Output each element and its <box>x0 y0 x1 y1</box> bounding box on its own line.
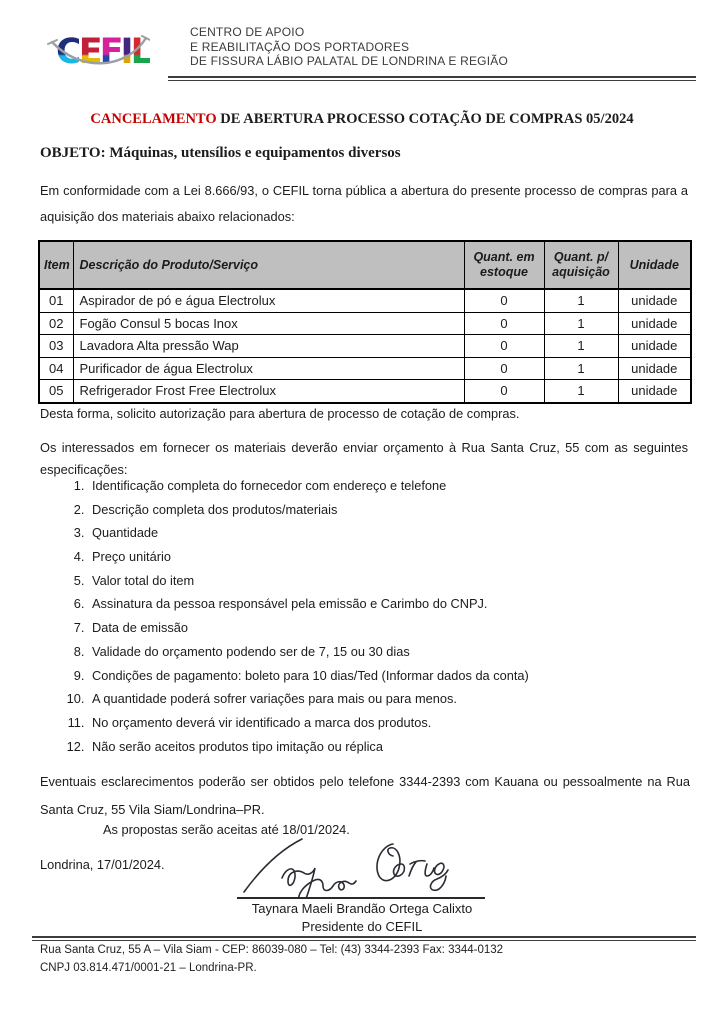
logo-letter: C <box>56 32 79 72</box>
spec-item: 9. Condições de pagamento: boleto para 10 dias/Ted (Informar dados da conta) <box>88 668 670 684</box>
table-cell: 01 <box>39 289 73 312</box>
table-cell: 0 <box>464 357 544 380</box>
spec-item: 12. Não serão aceitos produtos tipo imitação ou réplica <box>88 739 670 755</box>
deadline-line: As propostas serão aceitas até 18/01/2024. <box>103 822 350 837</box>
table-cell: unidade <box>618 335 691 358</box>
table-cell: 0 <box>464 335 544 358</box>
table-cell: Refrigerador Frost Free Electrolux <box>73 380 464 403</box>
spec-item: 10. A quantidade poderá sofrer variações para mais ou para menos. <box>88 691 670 707</box>
intro-paragraph: Em conformidade com a Lei 8.666/93, o CEFIL torna pública a abertura do presente processo de compras para a aquisição dos materiais abaixo relacionados: <box>40 183 688 224</box>
spec-item: 3. Quantidade <box>88 525 670 541</box>
title-highlight: CANCELAMENTO <box>90 111 217 127</box>
table-cell: unidade <box>618 312 691 335</box>
specs-intro-paragraph: Os interessados em fornecer os materiais deverão enviar orçamento à Rua Santa Cruz, 55 com as seguintes especificações: <box>40 440 688 477</box>
spec-item: 2. Descrição completa dos produtos/materiais <box>88 502 670 518</box>
table-cell: 0 <box>464 289 544 312</box>
table-row <box>39 357 691 380</box>
footer-address-line: Rua Santa Cruz, 55 A – Vila Siam - CEP: 86039-080 – Tel: (43) 3344-2393 Fax: 3344-0132 <box>40 944 504 956</box>
table-cell: 04 <box>39 357 73 380</box>
contact-paragraph: Eventuais esclarecimentos poderão ser obtidos pelo telefone 3344-2393 com Kauana ou pessoalmente na Rua Santa Cruz, 55 Vila Siam/Londrina–PR. <box>40 774 690 817</box>
logo-letter: E <box>78 32 100 72</box>
cefil-logo <box>52 26 150 80</box>
spec-item: 1. Identificação completa do fornecedor com endereço e telefone <box>88 478 670 494</box>
logo-letter: L <box>130 32 150 72</box>
org-line: E REABILITAÇÃO DOS PORTADORES <box>190 39 410 54</box>
title-rest: DE ABERTURA PROCESSO COTAÇÃO DE COMPRAS 05/2024 <box>216 111 634 127</box>
logo-letter: I <box>120 32 131 72</box>
table-header-row <box>39 241 691 289</box>
spec-item: 6. Assinatura da pessoa responsável pela emissão e Carimbo do CNPJ. <box>88 596 670 612</box>
table-cell: 03 <box>39 335 73 358</box>
table-header-cell: Quant. p/ aquisição <box>544 241 618 289</box>
table-cell: unidade <box>618 289 691 312</box>
footer-cnpj-line: CNPJ 03.814.471/0001-21 – Londrina-PR. <box>40 962 257 974</box>
table-row <box>39 312 691 335</box>
spec-item: 7. Data de emissão <box>88 620 670 636</box>
signature-line <box>237 897 485 899</box>
table-header-cell: Quant. em estoque <box>464 241 544 289</box>
logo-letter: F <box>99 32 121 72</box>
org-line: DE FISSURA LÁBIO PALATAL DE LONDRINA E REGIÃO <box>190 54 508 68</box>
org-line: CENTRO DE APOIO <box>190 25 305 39</box>
table-header-cell: Item <box>39 241 73 289</box>
table-cell: 1 <box>544 335 618 358</box>
table-cell: 1 <box>544 380 618 403</box>
table-cell: 0 <box>464 312 544 335</box>
table-cell: unidade <box>618 380 691 403</box>
table-cell: Fogão Consul 5 bocas Inox <box>73 312 464 335</box>
table-header-cell: Descrição do Produto/Serviço <box>73 241 464 289</box>
spec-item: 4. Preço unitário <box>88 549 670 565</box>
spec-item: 11. No orçamento deverá vir identificado a marca dos produtos. <box>88 715 670 731</box>
table-row <box>39 380 691 403</box>
table-cell: 0 <box>464 380 544 403</box>
spec-item: 5. Valor total do item <box>88 573 670 589</box>
table-row <box>39 289 691 312</box>
header-divider <box>168 76 696 81</box>
table-cell: 1 <box>544 312 618 335</box>
signatory-role: Presidente do CEFIL <box>301 919 423 934</box>
dateline: Londrina, 17/01/2024. <box>40 857 165 872</box>
table-cell: Aspirador de pó e água Electrolux <box>73 289 464 312</box>
table-header-cell: Unidade <box>618 241 691 289</box>
org-name-lines <box>190 25 508 69</box>
table-cell: 1 <box>544 357 618 380</box>
document-title <box>0 111 724 128</box>
objeto-line: OBJETO: Máquinas, utensílios e equipamentos diversos <box>40 145 401 161</box>
specs-list <box>40 478 670 754</box>
cefil-logo-letters <box>52 26 150 78</box>
table-cell: unidade <box>618 357 691 380</box>
table-cell: 1 <box>544 289 618 312</box>
products-table-body <box>39 289 691 403</box>
spec-item: 8. Validade do orçamento podendo ser de 7, 15 ou 30 dias <box>88 644 670 660</box>
authorization-paragraph: Desta forma, solicito autorização para abertura de processo de cotação de compras. <box>40 406 520 421</box>
table-cell: Lavadora Alta pressão Wap <box>73 335 464 358</box>
footer-divider <box>32 936 696 941</box>
specs-list-wrap <box>40 478 670 762</box>
table-cell: 02 <box>39 312 73 335</box>
table-cell: Purificador de água Electrolux <box>73 357 464 380</box>
table-cell: 05 <box>39 380 73 403</box>
table-row <box>39 335 691 358</box>
signatory-name: Taynara Maeli Brandão Ortega Calixto <box>251 901 473 916</box>
handwritten-signature <box>230 836 482 898</box>
products-table <box>38 240 692 404</box>
products-table-head <box>39 241 691 289</box>
